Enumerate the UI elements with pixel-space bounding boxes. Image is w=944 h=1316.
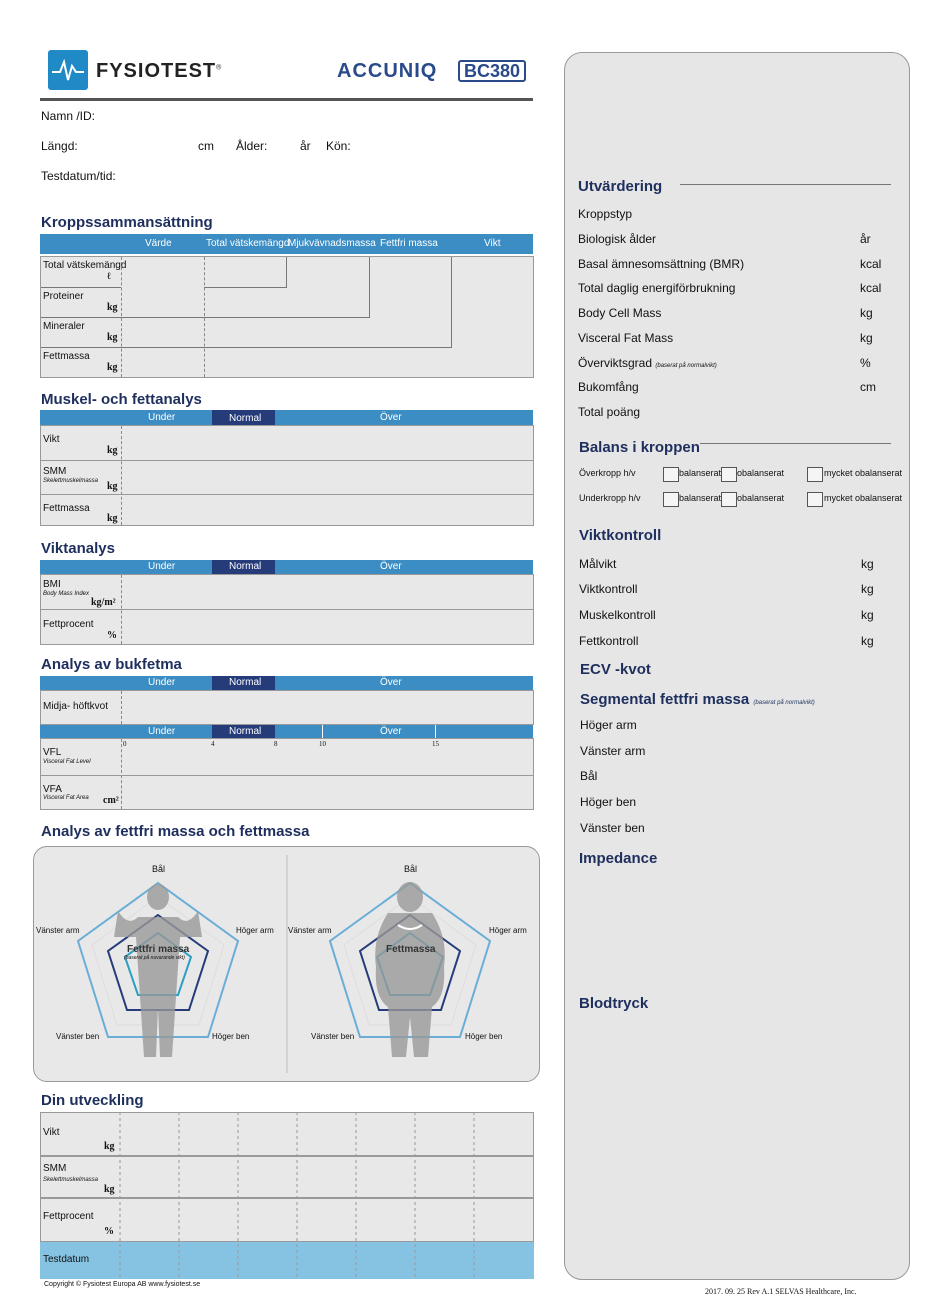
control-title: Viktkontroll	[579, 527, 662, 544]
row-label-water: Total vätskemängd	[43, 260, 127, 271]
muscle-scale: Under Normal Över	[40, 410, 533, 425]
seg-ffm-title: Segmental fettfri massa (baserat på normalvikt)	[580, 691, 815, 708]
header-rule	[40, 98, 533, 101]
fysiotest-logo-icon	[48, 50, 88, 90]
row-label-protein: Proteiner	[43, 291, 84, 302]
row-label-minerals: Mineraler	[43, 321, 85, 332]
dev-title: Din utveckling	[41, 1092, 144, 1109]
upper-very-unbalanced-checkbox[interactable]	[807, 467, 823, 482]
revision: 2017. 09. 25 Rev A.1 SELVAS Healthcare, Inc.	[705, 1287, 857, 1296]
dev-row-weight: Vikt kg	[40, 1112, 534, 1156]
lower-very-unbalanced-checkbox[interactable]	[807, 492, 823, 507]
muscle-table: Vikt kg SMM Skelettmuskelmassa kg Fettmassa kg	[40, 425, 534, 526]
dev-row-date: Testdatum	[40, 1242, 534, 1279]
dev-grid-lines	[40, 1112, 534, 1278]
date-label: Testdatum/tid:	[41, 169, 116, 183]
upper-unbalanced-checkbox[interactable]	[721, 467, 737, 482]
model-logo: BC380	[458, 60, 526, 82]
height-label: Längd:	[41, 139, 78, 153]
weight-scale: Under Normal Över	[40, 560, 533, 574]
body-comp-title: Kroppssammansättning	[41, 214, 213, 231]
weight-title: Viktanalys	[41, 540, 115, 557]
segment-chart-box: Bål Vänster arm Höger arm Vänster ben Höger ben Fettfri massa (baserat på nuvarande vikt) Bål Vänster arm Höger arm Vänster ben Höger ben Fettmassa	[33, 846, 540, 1082]
body-comp-table: Total vätskemängd ℓ Proteiner kg Mineraler kg Fettmassa kg	[40, 256, 534, 378]
eval-title: Utvärdering	[578, 178, 663, 195]
year-unit: år	[300, 139, 311, 153]
bp-title: Blodtryck	[579, 995, 649, 1012]
product-logo: ACCUNIQ	[337, 60, 438, 82]
balance-title: Balans i kroppen	[579, 439, 700, 456]
dev-row-smm: SMM Skelettmuskelmassa kg	[40, 1156, 534, 1198]
weight-table: BMI Body Mass Index kg/m² Fettprocent %	[40, 574, 534, 645]
name-label: Namn /ID:	[41, 109, 96, 123]
dev-row-fat: Fettprocent %	[40, 1198, 534, 1242]
lower-balanced-checkbox[interactable]	[663, 492, 679, 507]
sex-label: Kön:	[326, 139, 351, 153]
copyright: Copyright © Fysiotest Europa AB www.fysiotest.se	[44, 1281, 201, 1288]
muscle-title: Muskel- och fettanalys	[41, 391, 202, 408]
whr-scale: Under Normal Över	[40, 676, 533, 690]
upper-balanced-checkbox[interactable]	[663, 467, 679, 482]
segment-title: Analys av fettfri massa och fettmassa	[41, 823, 310, 840]
whr-row: Midja- höftkvot	[40, 690, 534, 725]
cm-unit: cm	[198, 139, 214, 153]
abdominal-title: Analys av bukfetma	[41, 656, 182, 673]
vfl-table: 0 4 8 10 15 VFL Visceral Fat Level VFA Visceral Fat Area cm²	[40, 738, 534, 810]
row-label-fatmass: Fettmassa	[43, 351, 90, 362]
vfl-scale: Under Normal Över	[40, 725, 533, 738]
age-label: Ålder:	[236, 139, 268, 153]
body-comp-header: Värde Total vätskemängd Mjukvävnadsmassa Fettfri massa Vikt	[40, 234, 533, 254]
brand-logo: FYSIOTEST®	[96, 60, 223, 82]
ecv-title: ECV -kvot	[580, 661, 651, 678]
impedance-title: Impedance	[579, 850, 658, 867]
lower-unbalanced-checkbox[interactable]	[721, 492, 737, 507]
